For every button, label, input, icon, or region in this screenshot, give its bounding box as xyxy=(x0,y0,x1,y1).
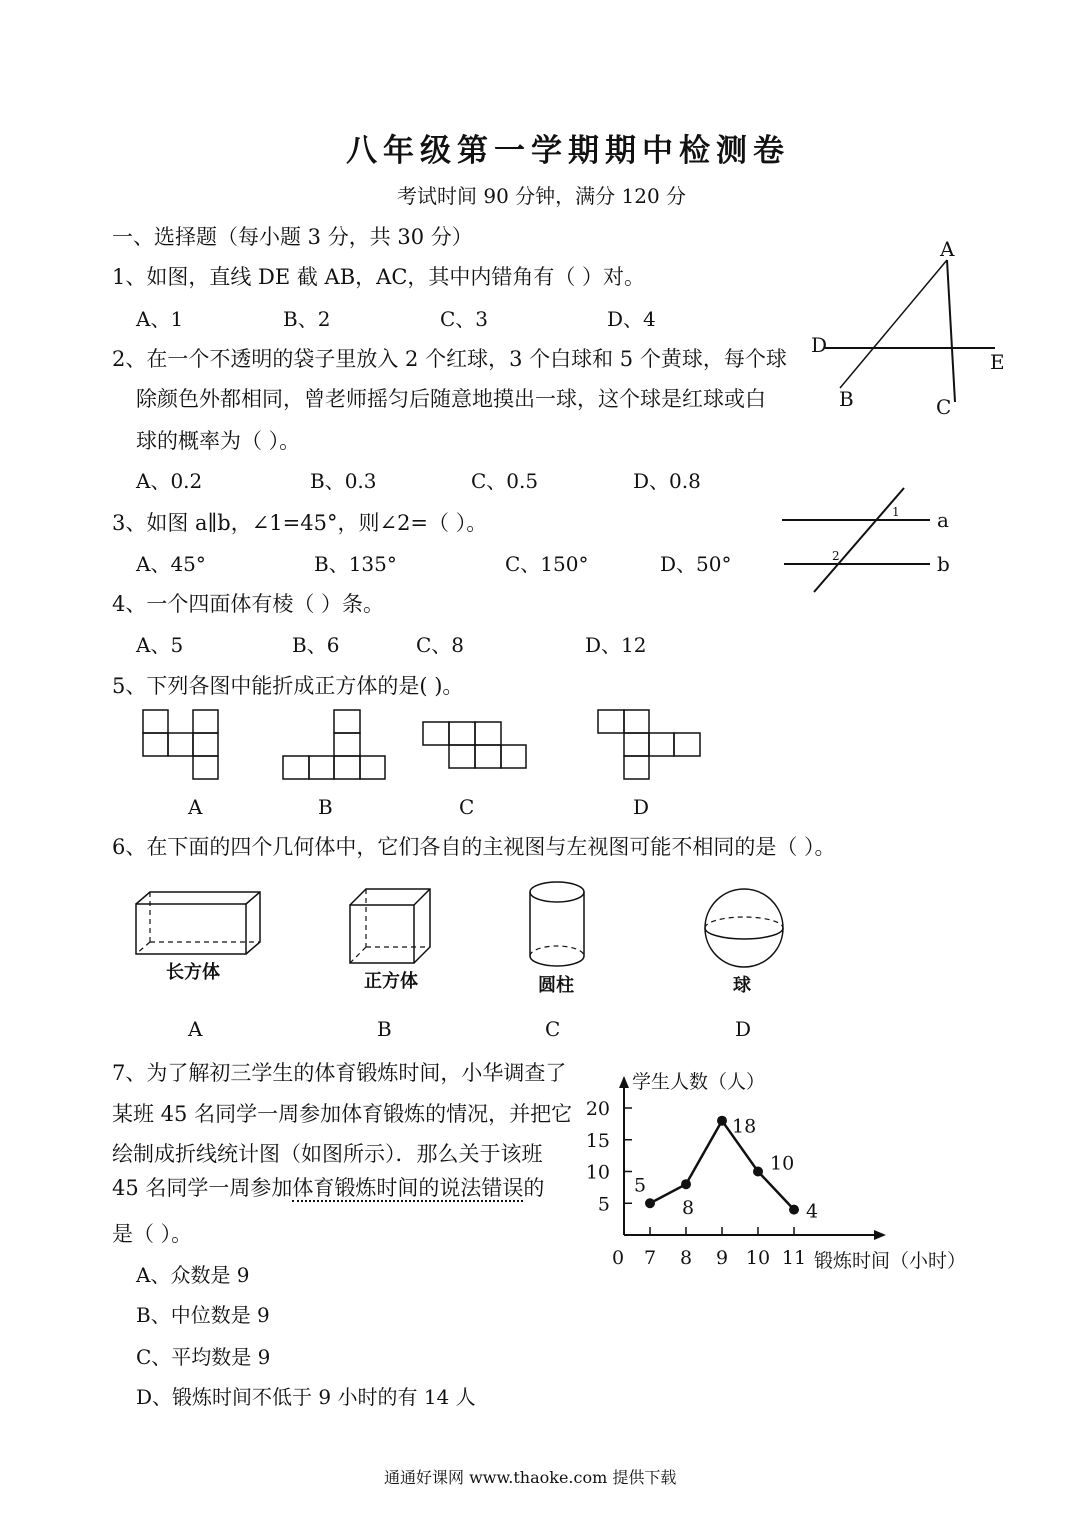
question-7-line-3: 绘制成折线统计图（如图所示）．那么关于该班 xyxy=(112,1142,543,1166)
x-axis-arrow xyxy=(874,1230,886,1240)
data-label: 10 xyxy=(770,1152,795,1175)
x-tick-label-origin: 0 xyxy=(611,1247,625,1269)
data-point xyxy=(789,1205,799,1215)
q6-label-c: C xyxy=(545,1017,561,1041)
question-7-line-5: 是（ ）。 xyxy=(112,1222,193,1246)
x-tick-label: 10 xyxy=(745,1247,771,1269)
page-subtitle: 考试时间 90 分钟，满分 120 分 xyxy=(397,184,687,208)
q6-label-a: A xyxy=(188,1017,203,1041)
q3-angle-2-label: 2 xyxy=(832,549,840,563)
x-axis-label: 锻炼时间（小时） xyxy=(814,1250,967,1272)
q5-net-c xyxy=(422,721,530,771)
data-point xyxy=(645,1198,655,1208)
q6-sphere xyxy=(702,886,788,972)
q6-cylinder xyxy=(527,880,589,970)
data-point xyxy=(681,1179,691,1189)
exercise-time-line-chart xyxy=(580,1060,1000,1280)
q7-option-b: B、中位数是 9 xyxy=(136,1303,270,1327)
q1-option-b: B、2 xyxy=(283,307,331,331)
y-tick-label: 15 xyxy=(585,1129,610,1152)
q5-label-a: A xyxy=(188,795,203,819)
q6-shape-name-a: 长方体 xyxy=(166,962,220,983)
q5-net-d xyxy=(597,709,703,781)
transversal-line xyxy=(814,488,904,592)
y-axis-label: 学生人数（人） xyxy=(632,1071,766,1093)
q6-cuboid xyxy=(134,890,270,958)
q1-option-d: D、4 xyxy=(607,307,656,331)
q1-label-b: B xyxy=(839,387,854,411)
q1-label-d: D xyxy=(811,333,828,357)
q7-option-c: C、平均数是 9 xyxy=(136,1345,271,1369)
q7-option-d: D、锻炼时间不低于 9 小时的有 14 人 xyxy=(136,1385,476,1409)
data-label: 8 xyxy=(681,1197,695,1220)
q3-angle-1-label: 1 xyxy=(892,505,900,519)
data-point xyxy=(753,1167,763,1177)
line-ac xyxy=(947,260,955,402)
page-footer: 通通好课网 www.thaoke.com 提供下载 xyxy=(384,1468,677,1487)
q6-shape-name-b: 正方体 xyxy=(364,971,418,992)
q4-option-b: B、6 xyxy=(292,633,340,657)
question-5-text: 5、下列各图中能折成正方体的是( )。 xyxy=(112,674,464,698)
q7-line4-end: 的 xyxy=(523,1176,545,1200)
q4-option-d: D、12 xyxy=(585,633,647,657)
q1-label-c: C xyxy=(936,395,952,419)
q2-option-c: C、0.5 xyxy=(471,469,539,493)
q5-label-d: D xyxy=(633,795,650,819)
q5-label-b: B xyxy=(318,795,333,819)
q3-option-d: D、50° xyxy=(660,552,732,576)
q4-option-a: A、5 xyxy=(136,633,184,657)
q3-figure xyxy=(770,480,970,600)
section-heading: 一、选择题（每小题 3 分，共 30 分） xyxy=(112,225,473,249)
x-tick-label: 8 xyxy=(679,1247,693,1269)
question-2-line-2: 除颜色外都相同，曾老师摇匀后随意地摸出一球，这个球是红球或白 xyxy=(136,387,766,411)
q7-emphasis-text: 体育锻炼时间的说法错误 xyxy=(292,1176,524,1200)
question-7-line-1: 7、为了解初三学生的体育锻炼时间，小华调查了 xyxy=(112,1061,567,1085)
q5-label-c: C xyxy=(459,795,475,819)
page-title: 八年级第一学期期中检测卷 xyxy=(346,133,790,169)
question-2-line-1: 2、在一个不透明的袋子里放入 2 个红球，3 个白球和 5 个黄球，每个球 xyxy=(112,347,787,371)
q1-label-a: A xyxy=(940,237,955,261)
q2-option-b: B、0.3 xyxy=(310,469,377,493)
q3-option-c: C、150° xyxy=(505,552,589,576)
question-4-text: 4、一个四面体有棱（ ）条。 xyxy=(112,592,385,616)
q6-cube xyxy=(348,887,436,967)
q5-net-a xyxy=(142,709,222,781)
q3-label-a: a xyxy=(937,508,949,532)
q3-label-b: b xyxy=(937,552,950,576)
x-tick-label: 9 xyxy=(715,1247,729,1269)
data-point xyxy=(717,1116,727,1126)
x-tick-label: 7 xyxy=(643,1247,657,1269)
q1-option-a: A、1 xyxy=(136,307,184,331)
q6-label-b: B xyxy=(377,1017,392,1041)
question-7-line-4 xyxy=(112,1172,544,1202)
y-tick-label: 20 xyxy=(585,1098,610,1120)
question-3-text: 3、如图 a∥b，∠1=45°，则∠2=（ ）。 xyxy=(112,511,488,535)
q1-option-c: C、3 xyxy=(440,307,489,331)
question-6-text: 6、在下面的四个几何体中，它们各自的主视图与左视图可能不相同的是（ ）。 xyxy=(112,835,836,859)
question-2-line-3: 球的概率为（ ）。 xyxy=(136,429,301,453)
data-label: 18 xyxy=(732,1115,757,1138)
q6-shape-name-d: 球 xyxy=(733,975,751,996)
line-ab xyxy=(840,260,947,388)
q1-figure xyxy=(800,230,1020,430)
q6-shape-name-c: 圆柱 xyxy=(538,975,574,996)
data-label: 4 xyxy=(806,1200,819,1223)
y-tick-label: 5 xyxy=(597,1193,610,1216)
q2-option-d: D、0.8 xyxy=(633,469,701,493)
q4-option-c: C、8 xyxy=(416,633,465,657)
q2-option-a: A、0.2 xyxy=(136,469,203,493)
q6-label-d: D xyxy=(735,1017,752,1041)
q7-option-a: A、众数是 9 xyxy=(136,1263,250,1287)
x-tick-label: 11 xyxy=(781,1247,807,1269)
q5-net-b xyxy=(282,709,388,781)
q3-option-a: A、45° xyxy=(136,552,206,576)
question-7-line-2: 某班 45 名同学一周参加体育锻炼的情况，并把它 xyxy=(112,1102,573,1126)
question-1-text: 1、如图，直线 DE 截 AB，AC，其中内错角有（ ）对。 xyxy=(112,265,646,289)
y-tick-label: 10 xyxy=(585,1161,610,1184)
q7-line4-start: 45 名同学一周参加 xyxy=(112,1176,293,1200)
q3-option-b: B、135° xyxy=(314,552,397,576)
data-label: 5 xyxy=(633,1174,647,1197)
q1-label-e: E xyxy=(990,350,1005,374)
y-axis-arrow xyxy=(619,1076,629,1088)
